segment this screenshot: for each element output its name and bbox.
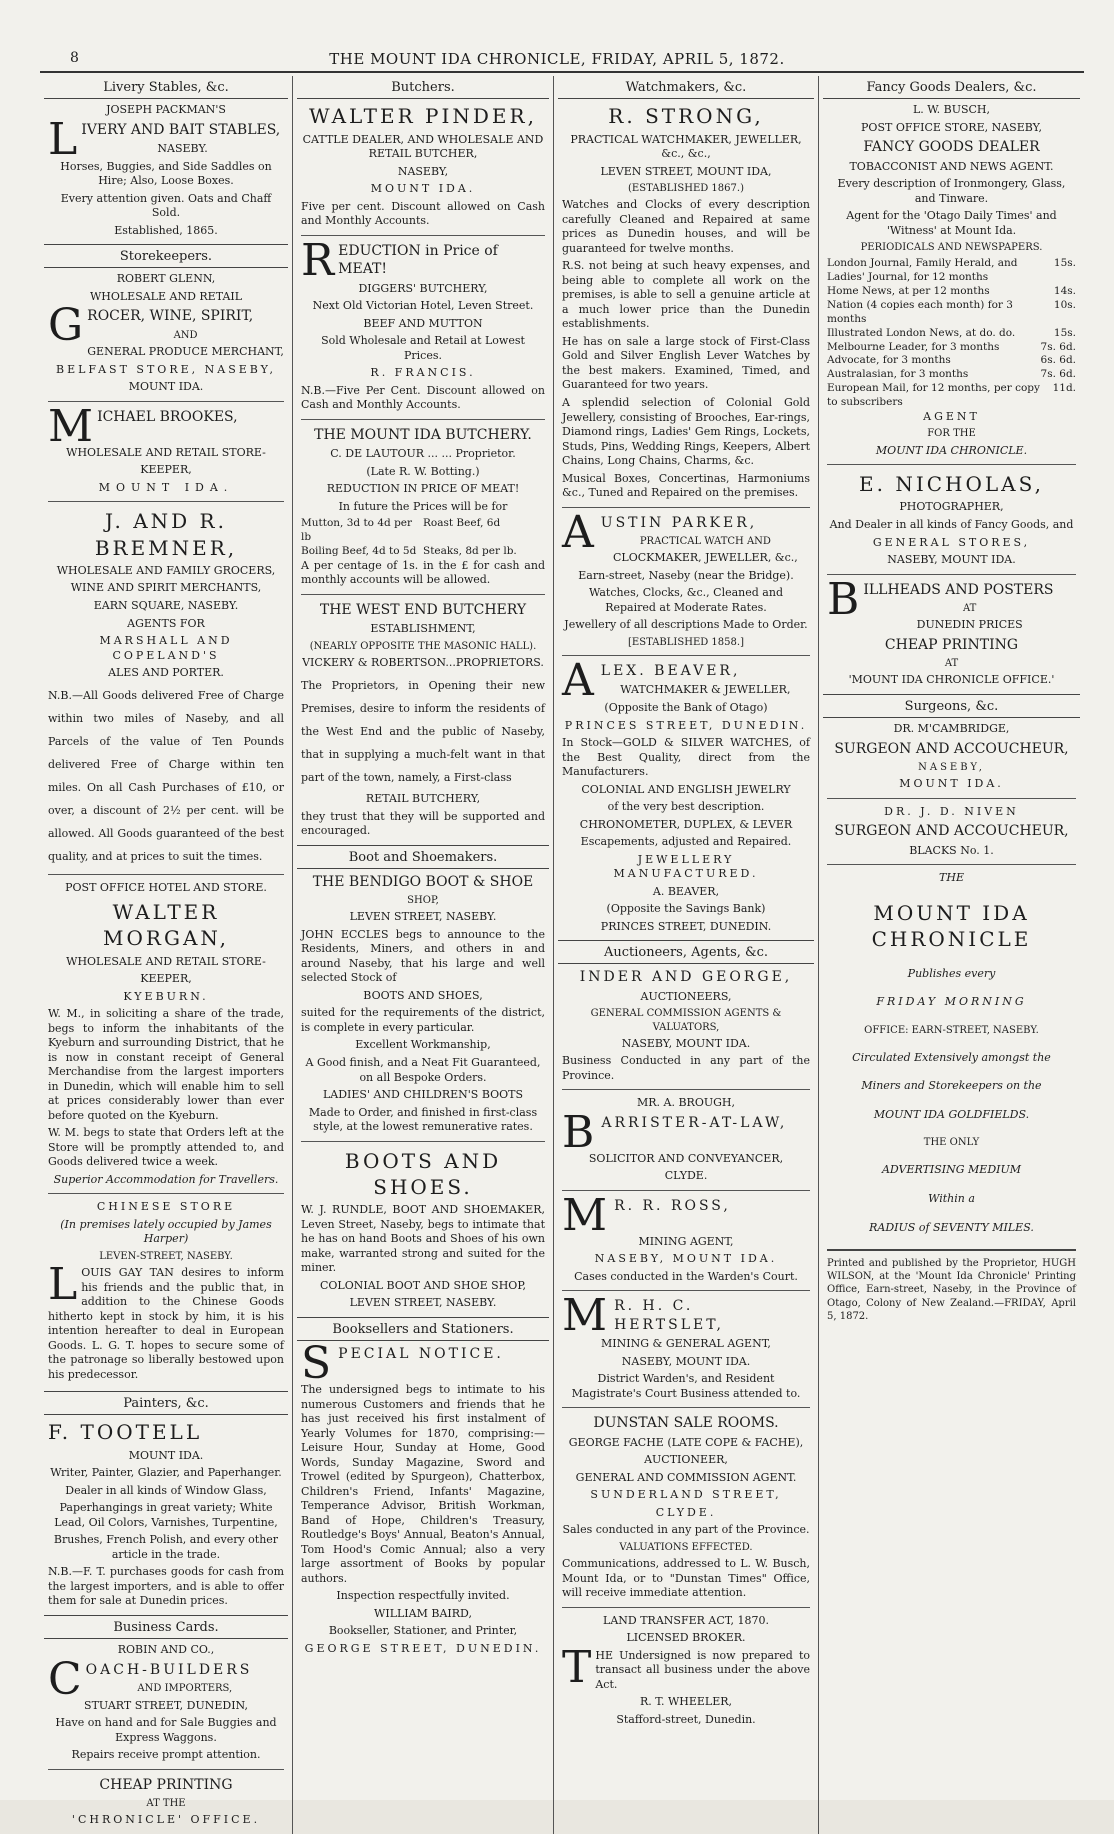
- ad-line: And Dealer in all kinds of Fancy Goods, and: [829, 518, 1074, 531]
- drop-cap: B: [827, 573, 860, 625]
- ad-line: 'CHRONICLE' OFFICE.: [71, 1813, 261, 1827]
- ad-line: CLOCKMAKER, JEWELLER, &c.,: [613, 551, 798, 565]
- ad-line: MINING & GENERAL AGENT,: [601, 1337, 771, 1351]
- ad-line: AGENTS FOR: [127, 616, 205, 630]
- section-heading: Painters, &c.: [44, 1391, 288, 1415]
- ad-body: The undersigned begs to intimate to his numerous Customers and friends that he has just received his first instalment of Yearly Volumes for 1870, comprising:—Leisure Hour, Sunday at Home, Good Words, Sunday Magazine, Sword and Trowel (edited by Spurgeon), Chatterbox, Children's Friend, Infants' Magazine, Temperance Advisor, British Workman, Band of Hope, Children's Treasury, Routledge's Boys' Annual, Beaton's Annual, Tom Hood's Comic Annual; also a very large assortment of Books by popular authors.: [301, 1383, 545, 1585]
- ad-line: WHOLESALE AND RETAIL STORE-: [66, 954, 266, 968]
- ad-strong: [562, 103, 810, 500]
- ad-line: ROBIN AND CO.,: [117, 1643, 215, 1657]
- price-cell: Mutton, 3d to 4d per lb: [301, 517, 413, 544]
- price-cell: Roast Beef, 6d: [423, 517, 501, 530]
- ad-title: OACH-BUILDERS: [85, 1661, 253, 1678]
- ad-title: CHEAP PRINTING: [99, 1776, 233, 1793]
- ad-line: Publishes every: [907, 966, 996, 980]
- ad-title: INDER AND GEORGE,: [579, 969, 793, 986]
- ad-brookes: [48, 400, 284, 496]
- price-row: [827, 354, 1076, 368]
- section-heading: Livery Stables, &c.: [44, 76, 288, 99]
- ad-line: R. FRANCIS.: [370, 366, 476, 380]
- ad-body: A per centage of 1s. in the £ for cash and monthly accounts will be allowed.: [301, 558, 545, 587]
- ad-line: A Good finish, and a Neat Fit Guaranteed, on all Bespoke Orders.: [305, 1056, 541, 1084]
- ad-chronicle: [827, 871, 1076, 1235]
- ad-title: F. TOOTELL: [48, 1420, 203, 1445]
- section-heading: Butchers.: [297, 76, 549, 99]
- ad-title: FANCY GOODS DEALER: [863, 139, 1040, 156]
- imprint: Printed and published by the Proprietor, HUGH WILSON, at the 'Mount Ida Chronicle' Printing Office, Earn-street, Naseby, in the Province of Otago, Colony of New Zealand.—FRIDAY, April 5, 1872.: [827, 1258, 1076, 1322]
- ad-line: ALES AND PORTER.: [108, 666, 224, 680]
- ad-title: ROCER, WINE, SPIRIT,: [87, 308, 254, 325]
- ad-beaver: [562, 655, 810, 934]
- ad-body: R.S. not being at such heavy expenses, and being able to complete all work on the premises, is able to sell a genuine article at a much lower price than the Dunedin establishments.: [562, 259, 810, 331]
- ad-line: ROBERT GLENN,: [116, 272, 216, 286]
- ad-line: 'MOUNT IDA CHRONICLE OFFICE.': [848, 673, 1055, 687]
- ad-line: THE ONLY: [923, 1137, 980, 1149]
- drop-cap: L: [48, 1259, 78, 1311]
- ad-line: Horses, Buggies, and Side Saddles on Hire; Also, Loose Boxes.: [60, 159, 272, 188]
- ad-line: SUNDERLAND STREET,: [590, 1488, 782, 1502]
- price-item: Home News, at per 12 months: [827, 285, 990, 298]
- ad-body: JOHN ECCLES begs to announce to the Residents, Miners, and others in and around Naseby, that his large and well selected Stock of: [301, 927, 545, 985]
- ad-line: NASEBY,: [918, 762, 985, 774]
- ad-line: POST OFFICE HOTEL AND STORE.: [65, 881, 267, 895]
- ad-line: In future the Prices will be for: [338, 499, 508, 513]
- price-item: European Mail, for 12 months, per copy to subscribers: [827, 382, 1040, 409]
- price-item: Nation (4 copies each month) for 3 months: [827, 299, 1013, 325]
- ad-body: He has on sale a large stock of First-Class Gold and Silver English Lever Watches by the best makers. Examined, Timed, and Guaranteed for two years.: [562, 334, 810, 392]
- ad-line: Made to Order, and finished in first-class style, at the lowest remunerative rates.: [308, 1105, 538, 1134]
- ad-line: WATCHMAKER & JEWELLER,: [620, 683, 791, 697]
- ad-line: RADIUS of SEVENTY MILES.: [869, 1220, 1034, 1234]
- ad-line: VICKERY & ROBERTSON...PROPRIETORS.: [302, 656, 544, 670]
- ad-line: Writer, Painter, Glazier, and Paperhanger.: [50, 1466, 282, 1480]
- ad-line: EARN SQUARE, NASEBY.: [93, 598, 239, 612]
- ad-line: AUCTIONEERS,: [640, 989, 732, 1003]
- ad-line: PHOTOGRAPHER,: [899, 500, 1004, 514]
- ad-body: In Stock—GOLD & SILVER WATCHES, of the Best Quality, direct from the Manufacturers.: [562, 736, 810, 779]
- ad-line: of the very best description.: [607, 800, 765, 814]
- ad-line: WHOLESALE AND RETAIL: [89, 289, 243, 303]
- ad-line: DR. M'CAMBRIDGE,: [893, 722, 1010, 736]
- section-heading: Business Cards.: [44, 1615, 288, 1639]
- ad-title: E. NICHOLAS,: [859, 472, 1044, 497]
- drop-cap: A: [562, 506, 597, 558]
- ad-line: PRINCES STREET, DUNEDIN.: [564, 718, 808, 732]
- ad-body: they trust that they will be supported and encouraged.: [301, 809, 545, 838]
- ad-line: Every description of Ironmongery, Glass, and Tinware.: [837, 177, 1066, 205]
- price-item: Melbourne Leader, for 3 months: [827, 340, 1000, 353]
- ad-line: CHRONOMETER, DUPLEX, & LEVER: [579, 817, 793, 831]
- ad-body: A splendid selection of Colonial Gold Jewellery, consisting of Brooches, Ear-rings, Diamond rings, Ladies' Gem Rings, Lockets, Studs, Pins, Wedding Rings, Keepers, Albert Chains, Long Chains, Charms, &c.: [562, 395, 810, 468]
- ad-parker: [562, 506, 810, 649]
- ad-west-end-butchery: [301, 601, 545, 839]
- ad-line: JEWELLERY MANUFACTURED.: [613, 852, 759, 881]
- price-value: 10s.: [1053, 299, 1076, 311]
- ad-line: KYEBURN.: [123, 989, 209, 1003]
- price-value: 7s. 6d.: [1040, 368, 1076, 381]
- ad-body: N.B.—All Goods delivered Free of Charge within two miles of Naseby, and all Parcels of the value of Ten Pounds delivered Free of Charge within ten miles. On all Cash Purchases of £10, or over, a discount of 2½ per cent. will be allowed. All Goods guaranteed of the best quality, and at prices to suit the times.: [48, 688, 284, 864]
- ad-line: MOUNT IDA CHRONICLE.: [875, 443, 1028, 457]
- ad-title: R. R. ROSS,: [614, 1197, 731, 1214]
- ad-line: Next Old Victorian Hotel, Leven Street.: [312, 299, 534, 313]
- ad-title: LEX. BEAVER,: [600, 663, 741, 680]
- ad-title: THE BENDIGO BOOT & SHOE: [312, 873, 534, 890]
- ad-line: AT: [944, 658, 959, 670]
- ad-line: Within a: [928, 1192, 975, 1205]
- ad-title: R. H. C. HERTSLET,: [614, 1298, 724, 1333]
- price-table: [301, 517, 545, 559]
- ad-line: PRINCES STREET, DUNEDIN.: [600, 919, 772, 933]
- ad-line: WHOLESALE AND FAMILY GROCERS,: [56, 563, 276, 577]
- price-value: 15s.: [1053, 257, 1076, 270]
- ad-line: KEEPER,: [140, 463, 192, 477]
- ad-line: MARSHALL AND COPELAND'S: [99, 634, 233, 662]
- ad-body: OUIS GAY TAN desires to inform his friends and the public that, in addition to the Chinese Goods hitherto kept in stock by him, it is his intention hereafter to deal in European Goods. L. G. T. hopes to secure some of the patronage so liberally bestowed upon his predecessor.: [48, 1266, 284, 1381]
- section-heading: Booksellers and Stationers.: [297, 1317, 549, 1341]
- ad-line: Bookseller, Stationer, and Printer,: [328, 1624, 518, 1638]
- ad-line: AND: [173, 329, 198, 341]
- ad-line: BLACKS No. 1.: [909, 843, 994, 857]
- ad-glenn: [48, 272, 284, 394]
- ad-body: HE Undersigned is now prepared to transact all business under the above Act.: [595, 1648, 810, 1691]
- ad-line: AT: [962, 603, 977, 615]
- ad-line: Cases conducted in the Warden's Court.: [574, 1269, 798, 1283]
- ad-line: Repairs receive prompt attention.: [71, 1748, 261, 1762]
- ad-line: BEEF AND MUTTON: [363, 316, 483, 330]
- ad-title: J. AND R. BREMNER,: [94, 509, 238, 560]
- price-cell: Steaks, 8d per lb.: [423, 544, 517, 557]
- ad-robin: [48, 1643, 284, 1763]
- ad-title: DUNSTAN SALE ROOMS.: [593, 1415, 779, 1432]
- masthead-title: THE MOUNT IDA CHRONICLE, FRIDAY, APRIL 5, 1872.: [329, 50, 785, 68]
- price-value: 7s. 6d.: [1040, 340, 1076, 353]
- ad-line: MINING AGENT,: [638, 1234, 734, 1248]
- ad-title: SURGEON AND ACCOUCHEUR,: [834, 823, 1069, 840]
- ad-line: (Opposite the Bank of Otago): [604, 701, 768, 714]
- ad-line: (Opposite the Savings Bank): [606, 902, 766, 916]
- ad-nicholas: [827, 471, 1076, 567]
- ad-line: Stafford-street, Dunedin.: [616, 1712, 756, 1726]
- drop-cap: B: [562, 1106, 598, 1158]
- ad-title: R. STRONG,: [608, 104, 764, 129]
- section-heading: Fancy Goods Dealers, &c.: [823, 76, 1080, 99]
- ad-line: REDUCTION IN PRICE OF MEAT!: [326, 482, 520, 496]
- section-heading: Boot and Shoemakers.: [297, 845, 549, 869]
- ad-line: Miners and Storekeepers on the: [861, 1079, 1042, 1093]
- drop-cap: M: [48, 400, 94, 452]
- ad-title: CHEAP PRINTING: [884, 636, 1019, 653]
- ad-title: WALTER MORGAN,: [103, 899, 229, 951]
- ad-line: MOUNT IDA GOLDFIELDS.: [873, 1107, 1030, 1121]
- ad-line: SHOP,: [407, 895, 439, 907]
- ad-line: COLONIAL AND ENGLISH JEWELRY: [581, 782, 791, 796]
- ad-line: MOUNT IDA.: [370, 182, 476, 196]
- ad-line: BOOTS AND SHOES,: [363, 988, 483, 1002]
- ad-line: NASEBY, MOUNT IDA.: [621, 1036, 751, 1050]
- ad-body: Five per cent. Discount allowed on Cash and Monthly Accounts.: [301, 199, 545, 228]
- ad-body: suited for the requirements of the district, is complete in every particular.: [301, 1006, 545, 1034]
- ad-line: CLYDE.: [655, 1505, 717, 1519]
- ad-body: W. M., in soliciting a share of the trade, begs to inform the inhabitants of the Kyeburn and surrounding District, that he is now in constant receipt of General Merchandise from the largest importers in Dunedin, which will enable him to sell at prices considerably lower than ever before quoted on the Kyeburn.: [48, 1007, 284, 1122]
- ad-title: THE MOUNT IDA BUTCHERY.: [314, 426, 532, 443]
- ad-diggers: [301, 234, 545, 413]
- ad-line: Excellent Workmanship,: [355, 1038, 491, 1052]
- ad-line: NASEBY, MOUNT IDA.: [887, 553, 1016, 567]
- ad-body: The Proprietors, in Opening their new Premises, desire to inform the residents of the West End and the public of Naseby, that in supplying a much-felt want in that part of the town, namely, a First-class: [301, 678, 545, 784]
- ad-title: WALTER PINDER,: [309, 104, 537, 129]
- ad-cheap-printing: [48, 1776, 284, 1828]
- ad-line: KEEPER,: [140, 972, 192, 986]
- ad-line: (In premises lately occupied by James Harper): [60, 1217, 272, 1246]
- ad-line: WILLIAM BAIRD,: [374, 1606, 472, 1620]
- drop-cap: G: [48, 300, 84, 352]
- ad-title: MOUNT IDA CHRONICLE: [871, 900, 1032, 952]
- ad-morgan: [48, 881, 284, 1187]
- ad-line: (Late R. W. Botting.): [366, 464, 480, 478]
- ad-title: ICHAEL BROOKES,: [97, 408, 238, 425]
- ad-title: USTIN PARKER,: [600, 514, 758, 531]
- ad-line: COLONIAL BOOT AND SHOE SHOP,: [319, 1278, 526, 1292]
- ad-line: TOBACCONIST AND NEWS AGENT.: [849, 159, 1054, 173]
- ad-pinder: [301, 103, 545, 228]
- ad-line: A. BEAVER,: [652, 884, 720, 898]
- section-heading: Surgeons, &c.: [823, 694, 1080, 718]
- drop-cap: M: [562, 1189, 611, 1241]
- ad-title: THE WEST END BUTCHERY: [319, 601, 527, 618]
- ad-line: FRIDAY MORNING: [876, 995, 1027, 1009]
- periodicals-price-list: [827, 257, 1076, 409]
- ad-line: Have on hand and for Sale Buggies and Express Waggons.: [55, 1716, 277, 1744]
- ad-line: LEVEN STREET, MOUNT IDA,: [600, 164, 772, 178]
- ad-line: VALUATIONS EFFECTED.: [619, 1541, 753, 1553]
- ad-line: LEVEN STREET, NASEBY.: [349, 1296, 497, 1310]
- price-item: Australasian, for 3 months: [827, 368, 969, 381]
- masthead: [40, 40, 1074, 68]
- ad-line: DIGGERS' BUTCHERY,: [358, 281, 488, 295]
- price-cell: Boiling Beef, 4d to 5d: [301, 544, 417, 557]
- ad-line: Established, 1865.: [114, 223, 218, 237]
- ad-line: STUART STREET, DUNEDIN,: [84, 1698, 248, 1712]
- price-item: Illustrated London News, at do. do.: [827, 326, 1016, 339]
- ad-line: GEORGE FACHE (LATE COPE & FACHE),: [568, 1435, 804, 1449]
- ad-line: Every attention given. Oats and Chaff Sold.: [60, 191, 272, 220]
- ad-line: NASEBY, MOUNT IDA.: [594, 1252, 778, 1266]
- ad-line: PRACTICAL WATCHMAKER, JEWELLER, &c., &c.,: [570, 132, 802, 161]
- ad-line: Sales conducted in any part of the Province.: [562, 1523, 810, 1537]
- price-row: [827, 285, 1076, 299]
- ad-title: ARRISTER-AT-LAW,: [601, 1114, 788, 1131]
- ad-body: W. J. RUNDLE, BOOT AND SHOEMAKER, Leven Street, Naseby, begs to intimate that he has on hand Boots and Shoes of his own make, warranted strong and suited for the miner.: [301, 1203, 545, 1275]
- ad-line: GENERAL PRODUCE MERCHANT,: [87, 345, 284, 359]
- ad-line: ESTABLISHMENT,: [370, 622, 476, 636]
- ad-line: Earn-street, Naseby (near the Bridge).: [578, 568, 794, 582]
- column-2: [293, 76, 554, 1834]
- ad-line: FOR THE: [927, 428, 976, 440]
- price-row: [827, 299, 1076, 327]
- ad-line: AT THE: [146, 1798, 186, 1810]
- ad-line: LAND TRANSFER ACT, 1870.: [603, 1613, 769, 1627]
- price-value: 11d.: [1052, 382, 1076, 395]
- ad-line: NASEBY.: [157, 142, 208, 156]
- ad-line: C. DE LAUTOUR ... ... Proprietor.: [330, 447, 516, 461]
- ad-line: LADIES' AND CHILDREN'S BOOTS: [322, 1088, 524, 1102]
- ad-ross: [562, 1189, 810, 1285]
- ad-busch: [827, 103, 1076, 458]
- drop-cap: M: [562, 1290, 611, 1342]
- ad-body: Communications, addressed to L. W. Busch, Mount Ida, or to "Dunstan Times" Office, will receive immediate attention.: [562, 1557, 810, 1600]
- ad-line: MOUNT IDA.: [899, 777, 1004, 791]
- price-item: London Journal, Family Herald, and Ladies' Journal, for 12 months: [827, 257, 1018, 284]
- ad-line: WHOLESALE AND RETAIL STORE-: [66, 445, 266, 459]
- ad-line: BELFAST STORE, NASEBY,: [56, 362, 276, 376]
- ad-line: [ESTABLISHED 1858.]: [628, 636, 744, 648]
- ad-line: POST OFFICE STORE, NASEBY,: [861, 120, 1042, 134]
- ad-line: GENERAL AND COMMISSION AGENT.: [575, 1470, 797, 1484]
- ad-line: Dealer in all kinds of Window Glass,: [65, 1483, 267, 1497]
- price-row: [827, 382, 1076, 410]
- ad-title: EDUCTION in Price of MEAT!: [338, 242, 498, 278]
- ad-baird: [301, 1338, 545, 1656]
- ad-line: DUNEDIN PRICES: [916, 618, 1023, 632]
- ad-line: MOUNT IDA.: [128, 380, 204, 394]
- page-number: 8: [70, 50, 80, 66]
- drop-cap: S: [301, 1338, 335, 1390]
- drop-cap: A: [562, 655, 597, 707]
- columns: [40, 76, 1084, 1827]
- ad-line: OFFICE: EARN-STREET, NASEBY.: [864, 1024, 1039, 1036]
- ad-line: PERIODICALS AND NEWSPAPERS.: [860, 242, 1043, 254]
- column-4: [819, 76, 1084, 1834]
- price-row: [827, 257, 1076, 285]
- section-heading: Watchmakers, &c.: [558, 76, 814, 99]
- ad-bremner: [48, 508, 284, 868]
- ad-line: Escapements, adjusted and Repaired.: [580, 835, 792, 849]
- ad-line: GENERAL COMMISSION AGENTS & VALUATORS,: [590, 1008, 782, 1033]
- ad-line: THE: [939, 871, 964, 885]
- ad-george: [562, 968, 810, 1083]
- ad-line: District Warden's, and Resident Magistrate's Court Business attended to.: [571, 1372, 801, 1400]
- price-row: [827, 368, 1076, 382]
- ad-line: CLYDE.: [664, 1169, 708, 1183]
- ad-packman: [48, 103, 284, 238]
- column-3: [554, 76, 819, 1834]
- section-heading: Auctioneers, Agents, &c.: [558, 940, 814, 964]
- ad-brough: [562, 1096, 810, 1184]
- ad-line: GENERAL STORES,: [872, 535, 1031, 549]
- ad-bendigo: [301, 873, 545, 1135]
- ad-wheeler: [562, 1614, 810, 1728]
- drop-cap: T: [562, 1641, 592, 1693]
- ad-line: Brushes, French Polish, and every other article in the trade.: [53, 1533, 279, 1561]
- ad-body: Musical Boxes, Concertinas, Harmoniums &c., Tuned and Repaired on the premises.: [562, 471, 810, 500]
- ad-line: L. W. BUSCH,: [912, 103, 991, 117]
- ad-hertslet: [562, 1290, 810, 1401]
- ad-line: NASEBY, MOUNT IDA.: [621, 1354, 751, 1368]
- drop-cap: R: [301, 234, 335, 286]
- drop-cap: C: [48, 1653, 82, 1705]
- ad-line: AND IMPORTERS,: [137, 1683, 233, 1695]
- ad-line: AUCTIONEER,: [644, 1453, 728, 1467]
- ad-line: PRACTICAL WATCH AND: [639, 536, 771, 548]
- ad-line: MOUNT IDA.: [98, 480, 234, 494]
- ad-line: JOSEPH PACKMAN'S: [106, 103, 226, 117]
- ad-tootell: [48, 1419, 284, 1609]
- masthead-rule: [40, 71, 1084, 73]
- ad-line: ADVERTISING MEDIUM: [881, 1163, 1022, 1177]
- ad-line: Circulated Extensively amongst the: [852, 1050, 1051, 1064]
- ad-line: Jewellery of all descriptions Made to Order.: [564, 618, 808, 632]
- ad-rundle: [301, 1148, 545, 1311]
- ad-line: LEVEN STREET, NASEBY.: [349, 910, 497, 924]
- price-value: 15s.: [1053, 326, 1076, 339]
- ad-body: N.B.—Five Per Cent. Discount allowed on Cash and Monthly Accounts.: [301, 383, 545, 412]
- ad-title: IVERY AND BAIT STABLES,: [81, 121, 281, 138]
- price-value: 14s.: [1053, 285, 1076, 298]
- drop-cap: L: [48, 113, 78, 165]
- ad-line: CATTLE DEALER, AND WHOLESALE AND RETAIL BUTCHER,: [302, 132, 544, 161]
- ad-line: GEORGE STREET, DUNEDIN.: [304, 1641, 542, 1655]
- ad-title: CHINESE STORE: [96, 1200, 236, 1214]
- ad-mount-ida-butchery: [301, 426, 545, 588]
- ad-line: RETAIL BUTCHERY,: [365, 792, 481, 805]
- ad-line: WINE AND SPIRIT MERCHANTS,: [70, 581, 262, 595]
- ad-line: Agent for the 'Otago Daily Times' and 'Witness' at Mount Ida.: [846, 209, 1057, 237]
- column-1: [40, 76, 293, 1834]
- ad-line: Paperhangings in great variety; White Lead, Oil Colors, Varnishes, Turpentine,: [54, 1501, 278, 1529]
- ad-line: (NEARLY OPPOSITE THE MASONIC HALL).: [309, 640, 537, 652]
- ad-body: N.B.—F. T. purchases goods for cash from the largest importers, and is able to offer them for sale at Dunedin prices.: [48, 1565, 284, 1608]
- ad-line: DR. J. D. NIVEN: [884, 804, 1019, 818]
- ad-line: R. T. WHEELER,: [639, 1695, 733, 1709]
- ad-body: W. M. begs to state that Orders left at the Store will be promptly attended to, and Goods delivered twice a week.: [48, 1126, 284, 1169]
- section-heading: Storekeepers.: [44, 244, 288, 268]
- ad-dunstan: [562, 1414, 810, 1600]
- ad-title: BOOTS AND SHOES.: [344, 1148, 502, 1199]
- ad-line: Sold Wholesale and Retail at Lowest Prices.: [321, 334, 525, 362]
- price-item: Advocate, for 3 months: [827, 354, 951, 367]
- ad-title: PECIAL NOTICE.: [338, 1346, 504, 1363]
- price-value: 6s. 6d.: [1040, 354, 1076, 367]
- ad-line: LEVEN-STREET, NASEBY.: [99, 1250, 233, 1262]
- ad-surgeons: [827, 722, 1076, 858]
- ad-line: Inspection respectfully invited.: [336, 1589, 510, 1603]
- ad-title: SURGEON AND ACCOUCHEUR,: [834, 740, 1069, 757]
- ad-line: NASEBY,: [397, 164, 449, 178]
- ad-line: LICENSED BROKER.: [626, 1631, 746, 1645]
- ad-chinese: [48, 1200, 284, 1385]
- price-row: [827, 327, 1076, 341]
- ad-line: Watches, Clocks, &c., Cleaned and Repaired at Moderate Rates.: [588, 586, 783, 614]
- ad-line: (ESTABLISHED 1867.): [628, 183, 744, 195]
- ad-body: Business Conducted in any part of the Province.: [562, 1054, 810, 1082]
- ad-billheads: [827, 573, 1076, 688]
- ad-line: AGENT: [923, 409, 980, 423]
- ad-line: SOLICITOR AND CONVEYANCER,: [588, 1151, 784, 1165]
- ad-title: ILLHEADS AND POSTERS: [863, 581, 1054, 598]
- ad-line: MOUNT IDA.: [128, 1448, 204, 1462]
- price-row: [827, 341, 1076, 355]
- ad-line: Superior Accommodation for Travellers.: [53, 1172, 279, 1186]
- ad-line: MR. A. BROUGH,: [636, 1096, 735, 1110]
- ad-body: Watches and Clocks of every description carefully Cleaned and Repaired at same prices as Dunedin houses, and will be guaranteed for twelve months.: [562, 198, 810, 255]
